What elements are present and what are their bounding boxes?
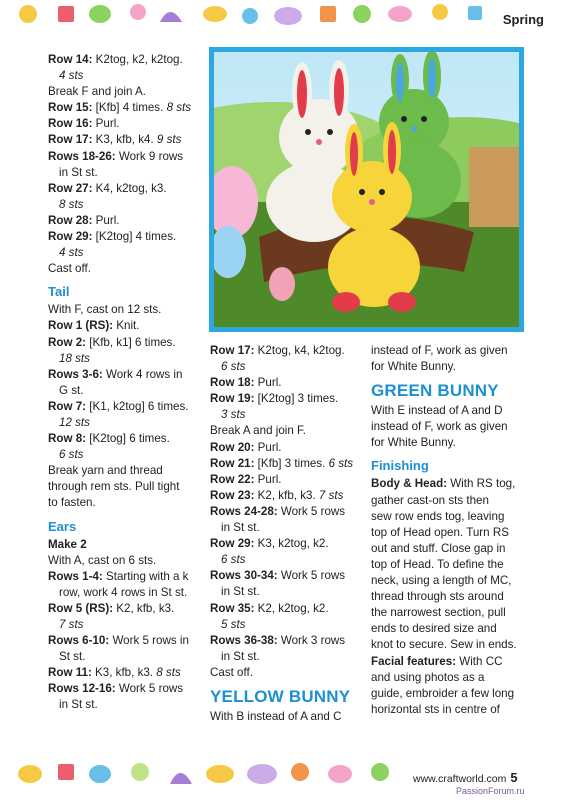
row-label: Row 7: <box>48 399 87 413</box>
instruction-text: instead of F, work as given <box>371 420 508 434</box>
row-label: Row 19: <box>210 392 255 406</box>
instruction-text: Work 5 rows <box>115 682 184 696</box>
row-label: Rows 18-26: <box>48 149 116 163</box>
instruction-text: sew row ends tog, leaving <box>371 509 505 523</box>
text-line <box>48 553 206 569</box>
text-line <box>48 601 206 617</box>
text-line <box>371 654 523 670</box>
section-heading: GREEN BUNNY <box>371 381 499 401</box>
instruction-text: [Kfb, k1] 6 times. <box>86 335 176 349</box>
text-line <box>48 367 206 383</box>
row-label: Row 16: <box>48 117 93 131</box>
stitch-count: 12 sts <box>59 415 90 429</box>
text-line <box>48 495 206 511</box>
stitch-count: 5 sts <box>221 617 246 631</box>
instruction-text: Work 5 rows <box>277 504 346 518</box>
instruction-text: Purl. <box>92 117 120 131</box>
text-column-3 <box>371 343 523 718</box>
stitch-count: 8 sts <box>59 197 84 211</box>
text-line <box>371 509 523 525</box>
instruction-text: in St st. <box>59 698 98 712</box>
row-label: Rows 24-28: <box>210 504 278 518</box>
text-line <box>48 52 206 68</box>
row-label: Row 17: <box>210 344 255 357</box>
row-label: Rows 12-16: <box>48 682 116 696</box>
text-line <box>48 84 206 100</box>
instruction-text: With E instead of A and D <box>371 404 503 418</box>
text-line <box>371 476 523 492</box>
instruction-text: K3, kfb, k3. <box>91 666 157 680</box>
instruction-text: [K2tog] 4 times. <box>92 230 177 244</box>
instruction-text: Work 5 rows in <box>109 634 189 648</box>
stitch-count: 4 sts <box>59 246 84 260</box>
row-label: Body & Head: <box>371 477 448 491</box>
instruction-text: Starting with a k <box>102 569 189 583</box>
row-label: Row 35: <box>210 601 255 615</box>
instruction-text: With RS tog, <box>447 477 516 491</box>
text-line <box>371 343 523 359</box>
section-heading: Finishing <box>371 458 429 474</box>
text-line <box>48 100 206 116</box>
instruction-text: ends to desired size and <box>371 622 497 636</box>
row-label: Row 28: <box>48 213 93 227</box>
instruction-text: Purl. <box>254 440 282 454</box>
instruction-text: [Kfb] 3 times. <box>254 456 329 470</box>
instruction-text: K3, kfb, k4. <box>92 133 157 147</box>
text-line <box>371 435 523 451</box>
text-line <box>48 617 206 633</box>
header-decoration <box>0 0 566 40</box>
text-line <box>48 149 206 165</box>
row-label: Rows 6-10: <box>48 634 110 648</box>
text-line <box>371 637 523 653</box>
instruction-text: and using photos as a <box>371 670 485 684</box>
instruction-text: neck, using a length of MC, <box>371 574 512 588</box>
instruction-text: K3, k2tog, k2. <box>254 537 329 551</box>
instruction-text: [Kfb] 4 times. <box>92 101 167 115</box>
text-line <box>371 419 523 435</box>
text-line <box>210 709 368 725</box>
text-line <box>210 456 368 472</box>
instruction-text: Work 5 rows <box>277 569 346 583</box>
text-line <box>48 665 206 681</box>
stitch-count: 8 sts <box>166 101 192 115</box>
watermark: PassionForum.ru <box>456 786 525 796</box>
stitch-count: 6 sts <box>328 456 354 470</box>
text-line <box>371 605 523 621</box>
stitch-count: 4 sts <box>59 69 84 83</box>
text-line <box>210 375 368 391</box>
section-heading: Tail <box>48 284 70 300</box>
section-heading: Ears <box>48 518 77 534</box>
row-label: Make 2 <box>48 537 87 551</box>
instruction-text: row, work 4 rows in St st. <box>59 585 188 599</box>
row-label: Rows 3-6: <box>48 367 103 381</box>
row-label: Row 29: <box>210 537 255 551</box>
text-line <box>371 621 523 637</box>
text-line <box>371 359 523 375</box>
instruction-text: Break yarn and thread <box>48 464 163 478</box>
stitch-count: 8 sts <box>156 666 181 680</box>
section-heading: YELLOW BUNNY <box>210 686 351 706</box>
bunnies-photo <box>209 47 524 332</box>
text-column-1 <box>48 52 206 714</box>
text-line <box>210 359 368 375</box>
text-column-2 <box>210 343 368 725</box>
instruction-text: Work 3 rows <box>277 633 346 647</box>
instruction-text: Purl. <box>254 472 282 486</box>
text-line <box>48 132 206 148</box>
stitch-count: 7 sts <box>59 618 84 631</box>
text-line <box>371 525 523 541</box>
text-line <box>371 541 523 557</box>
instruction-text: Break A and join F. <box>210 424 307 438</box>
text-line <box>48 537 206 553</box>
text-line <box>210 407 368 423</box>
text-line <box>48 68 206 84</box>
text-line <box>48 197 206 213</box>
stitch-count: 6 sts <box>59 448 84 462</box>
text-line <box>210 520 368 536</box>
text-line <box>48 245 206 261</box>
instruction-text: top of Head. To define the <box>371 557 504 571</box>
instruction-text: top of Head open. Turn RS <box>371 525 509 539</box>
instruction-text: Purl. <box>254 376 282 390</box>
text-line <box>48 229 206 245</box>
section-label: Spring <box>495 10 552 29</box>
instruction-text: in St st. <box>221 585 260 599</box>
text-line <box>210 423 368 439</box>
text-line <box>48 431 206 447</box>
row-label: Row 1 (RS): <box>48 319 114 333</box>
text-line <box>210 391 368 407</box>
text-line <box>48 649 206 665</box>
row-label: Row 18: <box>210 376 255 390</box>
stitch-count: 18 sts <box>59 351 90 365</box>
instruction-text: With B instead of A and C <box>210 709 342 723</box>
text-line <box>48 181 206 197</box>
instruction-text: Knit. <box>113 319 140 333</box>
row-label: Rows 1-4: <box>48 569 103 583</box>
instruction-text: K2, k2tog, k2. <box>254 601 329 615</box>
text-line <box>210 584 368 600</box>
text-line <box>371 573 523 589</box>
instruction-text: [K2tog] 6 times. <box>86 432 170 446</box>
text-line <box>210 568 368 584</box>
instruction-text: gather cast-on sts then <box>371 493 489 507</box>
page-number: 5 <box>510 770 518 785</box>
text-line <box>210 552 368 568</box>
instruction-text: With A, cast on 6 sts. <box>48 553 157 567</box>
text-line <box>210 536 368 552</box>
row-label: Row 2: <box>48 335 87 349</box>
row-label: Row 20: <box>210 440 255 454</box>
instruction-text: Break F and join A. <box>48 85 146 99</box>
stitch-count: 6 sts <box>221 360 246 374</box>
instruction-text: Work 4 rows in <box>102 367 183 381</box>
text-line <box>48 585 206 601</box>
text-line <box>48 463 206 479</box>
instruction-text: [K1, k2tog] 6 times. <box>86 399 189 413</box>
row-label: Row 29: <box>48 230 93 244</box>
stitch-count: 7 sts <box>318 488 344 502</box>
instruction-text: thread through sts around <box>371 590 504 604</box>
text-line <box>48 302 206 318</box>
text-line <box>210 504 368 520</box>
instruction-text: in St st. <box>221 521 260 535</box>
row-label: Row 22: <box>210 472 255 486</box>
instruction-text: Purl. <box>92 213 120 227</box>
instruction-text: in St st. <box>59 165 98 179</box>
text-line <box>48 383 206 399</box>
text-line <box>210 472 368 488</box>
row-label: Row 8: <box>48 432 87 446</box>
instruction-text: K2tog, k2, k2tog. <box>92 53 183 66</box>
row-label: Rows 36-38: <box>210 633 278 647</box>
row-label: Row 23: <box>210 488 255 502</box>
text-line <box>48 318 206 334</box>
text-line <box>371 670 523 686</box>
text-line <box>210 440 368 456</box>
text-line <box>48 479 206 495</box>
text-line <box>48 697 206 713</box>
instruction-text: [K2tog] 3 times. <box>254 392 339 406</box>
instruction-text: horizontal sts in centre of <box>371 702 500 716</box>
text-line <box>48 351 206 367</box>
instruction-text: Cast off. <box>210 665 253 679</box>
instruction-text: G st. <box>59 383 84 397</box>
row-label: Row 27: <box>48 181 93 195</box>
text-line <box>371 589 523 605</box>
row-label: Rows 30-34: <box>210 569 278 583</box>
row-label: Facial features: <box>371 654 457 668</box>
text-line <box>48 681 206 697</box>
text-line <box>48 165 206 181</box>
row-label: Row 11: <box>48 666 92 680</box>
instruction-text: Work 9 rows <box>115 149 184 163</box>
text-line <box>48 335 206 351</box>
footer-url[interactable]: www.craftworld.com <box>413 773 507 785</box>
instruction-text: for White Bunny. <box>371 360 456 374</box>
instruction-text: out and stuff. Close gap in <box>371 541 506 555</box>
stitch-count: 3 sts <box>221 408 246 422</box>
stitch-count: 9 sts <box>156 133 182 147</box>
row-label: Row 17: <box>48 133 93 147</box>
instruction-text: K4, k2tog, k3. <box>92 181 167 195</box>
text-line <box>48 415 206 431</box>
text-line <box>48 213 206 229</box>
text-line <box>48 261 206 277</box>
text-line <box>371 686 523 702</box>
instruction-text: instead of F, work as given <box>371 344 508 357</box>
text-line <box>210 617 368 633</box>
instruction-text: guide, embroider a few long <box>371 686 515 700</box>
text-line <box>210 649 368 665</box>
instruction-text: With F, cast on 12 sts. <box>48 303 162 317</box>
text-line <box>210 665 368 681</box>
instruction-text: the narrowest section, pull <box>371 606 506 620</box>
text-line <box>48 569 206 585</box>
text-line <box>210 633 368 649</box>
text-line <box>371 403 523 419</box>
text-line <box>48 447 206 463</box>
instruction-text: K2tog, k4, k2tog. <box>254 344 345 357</box>
text-line <box>210 488 368 504</box>
instruction-text: knot to secure. Sew in ends. <box>371 638 517 652</box>
text-line <box>371 493 523 509</box>
text-line <box>48 633 206 649</box>
instruction-text: St st. <box>59 650 86 664</box>
instruction-text: Cast off. <box>48 262 91 276</box>
text-line <box>48 116 206 132</box>
instruction-text: for White Bunny. <box>371 436 456 450</box>
row-label: Row 14: <box>48 53 93 66</box>
instruction-text: With CC <box>456 654 503 668</box>
text-line <box>210 343 368 359</box>
text-line <box>210 601 368 617</box>
text-line <box>371 702 523 718</box>
instruction-text: K2, kfb, k3. <box>113 601 175 615</box>
stitch-count: 6 sts <box>221 553 246 567</box>
row-label: Row 21: <box>210 456 255 470</box>
instruction-text: through rem sts. Pull tight <box>48 480 180 494</box>
text-line <box>371 557 523 573</box>
row-label: Row 5 (RS): <box>48 601 114 615</box>
footer <box>408 768 534 788</box>
instruction-text: K2, kfb, k3. <box>254 488 319 502</box>
row-label: Row 15: <box>48 101 93 115</box>
text-line <box>48 399 206 415</box>
instruction-text: in St st. <box>221 649 260 663</box>
instruction-text: to fasten. <box>48 496 96 510</box>
